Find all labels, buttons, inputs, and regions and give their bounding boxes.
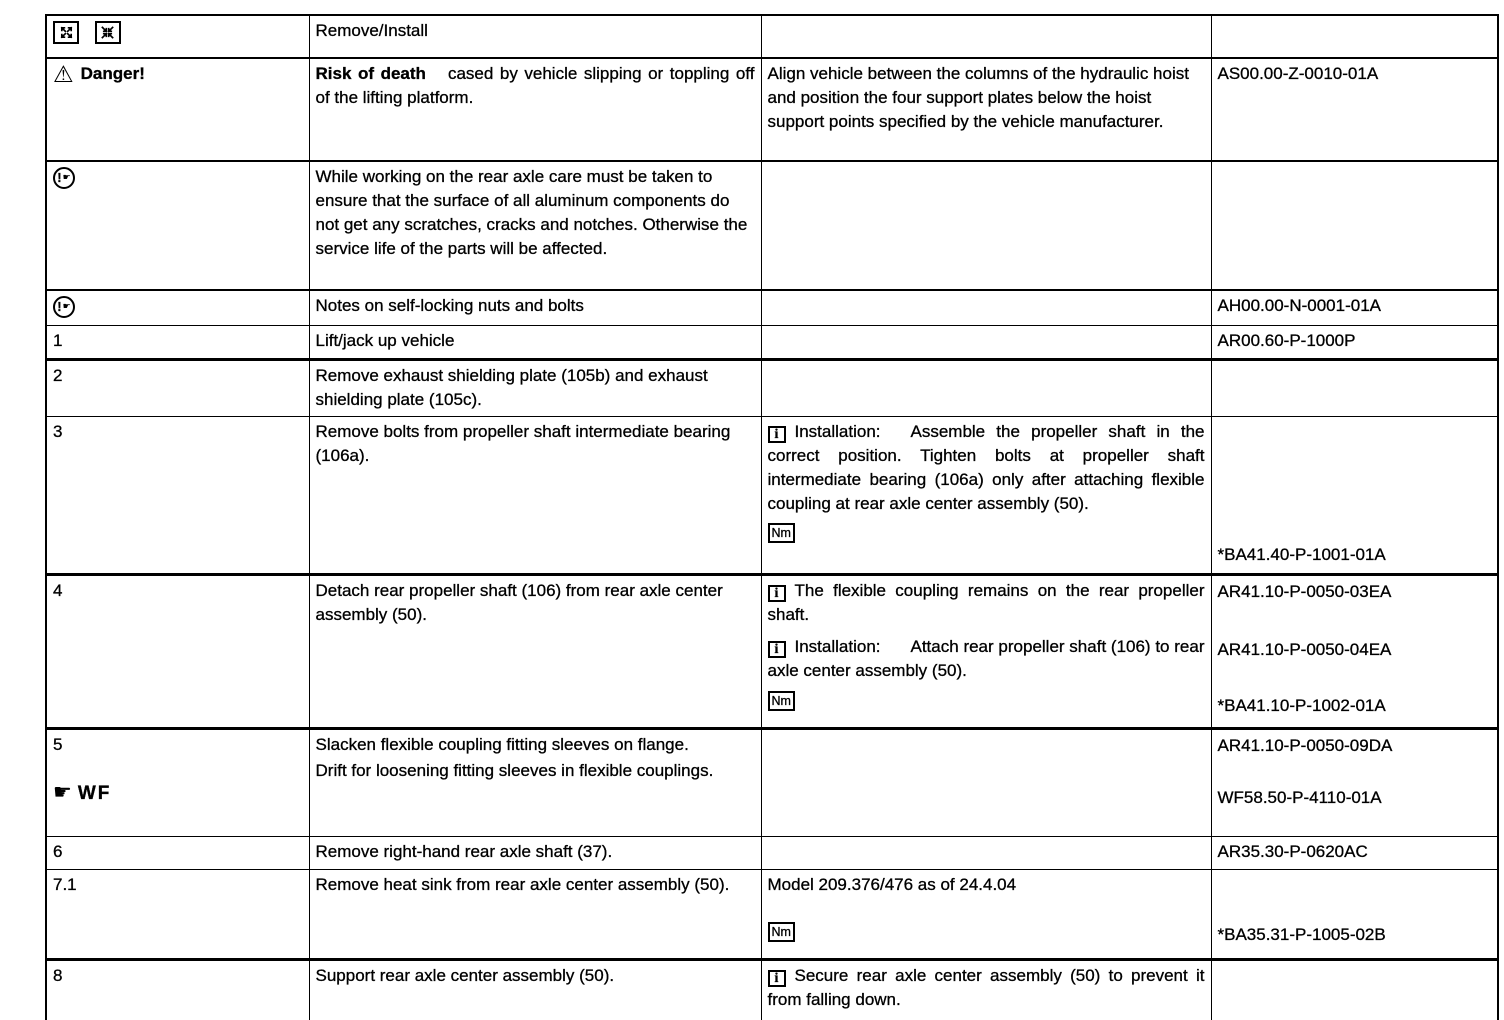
info-icon: i [768, 585, 786, 602]
header-icons-cell [46, 15, 309, 58]
model-note: Model 209.376/476 as of 24.4.04 [767, 874, 1017, 894]
step-number-cell [46, 728, 309, 836]
step-number: 1 [53, 330, 63, 350]
ref-cell [1211, 416, 1498, 574]
table-row-step4 [46, 574, 1498, 728]
note-aluminum-text: While working on the rear axle care must be taken to ensure that the surface of all aluminum components do not get any scratches, cracks and notches. Otherwise the service life of the parts will be affected. [315, 167, 748, 258]
step-desc: Lift/jack up vehicle [315, 330, 455, 350]
danger-label-cell [46, 58, 309, 161]
danger-risk-text: cased by vehicle slipping or toppling off of the lifting platform. [315, 64, 755, 107]
step-number-cell [46, 416, 309, 574]
step-desc: Remove exhaust shielding plate (105b) and exhaust shielding plate (105c). [315, 365, 708, 409]
table-row-step1 [46, 325, 1498, 359]
document-ref-link[interactable]: AR41.10-P-0050-03EA [1217, 581, 1392, 601]
installation-note: Attach rear propeller shaft (106) to rear axle center assembly (50). [767, 636, 1205, 680]
ref-cell [1211, 728, 1498, 836]
note-icon-cell [46, 290, 309, 325]
section-title-cell [309, 15, 761, 58]
step-number: 3 [53, 421, 63, 441]
torque-nm-icon[interactable]: Nm [768, 523, 795, 543]
note-selflock-text: Notes on self-locking nuts and bolts [315, 296, 584, 315]
step-desc-cell [309, 836, 761, 869]
note-desc-cell [309, 290, 761, 325]
expand-all-icon[interactable] [53, 21, 79, 44]
table-row-note-aluminum [46, 161, 1498, 290]
table-row-step7 [46, 869, 1498, 959]
step-desc: Remove heat sink from rear axle center assembly (50). [315, 874, 730, 894]
document-ref-link[interactable]: AR41.10-P-0050-04EA [1217, 639, 1392, 659]
document-ref-link[interactable]: WF58.50-P-4110-01A [1217, 787, 1382, 807]
danger-note-text: Align vehicle between the columns of the hydraulic hoist and position the four support plates below the hoist support points specified by the vehicle manufacturer. [767, 64, 1189, 131]
note-icon: ! ☛ [53, 296, 75, 318]
table-row-step2 [46, 359, 1498, 416]
table-row-step8 [46, 959, 1498, 1020]
danger-label: Danger! [80, 64, 145, 83]
torque-nm-icon[interactable]: Nm [768, 691, 795, 711]
info-icon: i [768, 641, 786, 658]
pointing-hand-icon: ☛ [53, 780, 72, 804]
step-number: 7.1 [53, 874, 77, 894]
step-desc: Support rear axle center assembly (50). [315, 965, 615, 985]
table-row-header [46, 15, 1498, 58]
step-desc-2: Drift for loosening fitting sleeves in flexible couplings. [315, 760, 714, 780]
installation-label: Installation: [794, 636, 881, 656]
step-number-cell [46, 959, 309, 1020]
step-number-cell [46, 359, 309, 416]
step-number-cell [46, 869, 309, 959]
document-ref-link[interactable]: AR00.60-P-1000P [1217, 330, 1356, 350]
document-ref-link[interactable]: AR41.10-P-0050-09DA [1217, 735, 1393, 755]
step-number: 8 [53, 965, 63, 985]
danger-risk-bold: Risk of death [315, 64, 426, 83]
step-desc-cell [309, 416, 761, 574]
step-desc: Remove bolts from propeller shaft intermediate bearing (106a). [315, 421, 731, 465]
step-desc-cell [309, 574, 761, 728]
step-note-cell [761, 959, 1211, 1020]
torque-nm-icon[interactable]: Nm [768, 922, 795, 942]
table-row-note-selflock [46, 290, 1498, 325]
info-icon: i [768, 426, 786, 443]
step-number: 5 [53, 734, 63, 754]
step-desc: Remove right-hand rear axle shaft (37). [315, 841, 613, 861]
installation-label: Installation: [794, 421, 881, 441]
ref-cell [1211, 836, 1498, 869]
step-number: 6 [53, 841, 63, 861]
table-row-danger [46, 58, 1498, 161]
pointing-hand-icon: ☛ [62, 172, 71, 182]
section-title: Remove/Install [315, 21, 428, 40]
installation-note: Assemble the propeller shaft in the correct position. Tighten bolts at propeller shaft intermediate bearing (106a) only after attaching flexible coupling at rear axle center assembly (50). [767, 421, 1205, 513]
step-note-cell [761, 416, 1211, 574]
note-icon: ! ☛ [53, 167, 75, 189]
step-desc: Detach rear propeller shaft (106) from rear axle center assembly (50). [315, 580, 723, 624]
document-ref-link[interactable]: AH00.00-N-0001-01A [1217, 296, 1381, 315]
step-number: 2 [53, 365, 63, 385]
ref-cell [1211, 325, 1498, 359]
note-icon-cell [46, 161, 309, 290]
table-row-step3 [46, 416, 1498, 574]
pointing-hand-icon: ☛ [62, 301, 71, 311]
step-desc-cell [309, 325, 761, 359]
table-row-step6 [46, 836, 1498, 869]
danger-note-cell [761, 58, 1211, 161]
danger-ref-cell [1211, 58, 1498, 161]
ref-cell [1211, 869, 1498, 959]
collapse-all-icon[interactable] [95, 21, 121, 44]
ref-cell [1211, 290, 1498, 325]
document-ref-link[interactable]: *BA35.31-P-1005-02B [1217, 924, 1386, 944]
step-number: 4 [53, 580, 63, 600]
danger-desc-cell [309, 58, 761, 161]
note-desc-cell [309, 161, 761, 290]
warning-triangle-icon: ⚠ [53, 61, 74, 87]
step-number-cell [46, 836, 309, 869]
document-ref-link[interactable]: AR35.30-P-0620AC [1217, 841, 1368, 861]
step-number-cell [46, 325, 309, 359]
table-row-step5 [46, 728, 1498, 836]
step-desc-cell [309, 728, 761, 836]
step-desc-cell [309, 359, 761, 416]
wf-link[interactable] [53, 782, 111, 806]
info-note: Secure rear axle center assembly (50) to prevent it from falling down. [767, 965, 1205, 1009]
step-desc-cell [309, 869, 761, 959]
document-ref-link[interactable]: *BA41.10-P-1002-01A [1217, 695, 1386, 715]
step-desc: Slacken flexible coupling fitting sleeves on flange. [315, 734, 689, 754]
info-icon: i [768, 970, 786, 987]
step-note-cell [761, 574, 1211, 728]
document-ref-link[interactable]: AS00.00-Z-0010-01A [1217, 64, 1379, 83]
procedure-table [45, 14, 1499, 1020]
wf-label: WF [77, 782, 112, 804]
step-number-cell [46, 574, 309, 728]
step-note-cell [761, 869, 1211, 959]
ref-cell [1211, 574, 1498, 728]
step-desc-cell [309, 959, 761, 1020]
info-note: The flexible coupling remains on the rear propeller shaft. [767, 580, 1205, 624]
document-ref-link[interactable]: *BA41.40-P-1001-01A [1217, 544, 1386, 564]
